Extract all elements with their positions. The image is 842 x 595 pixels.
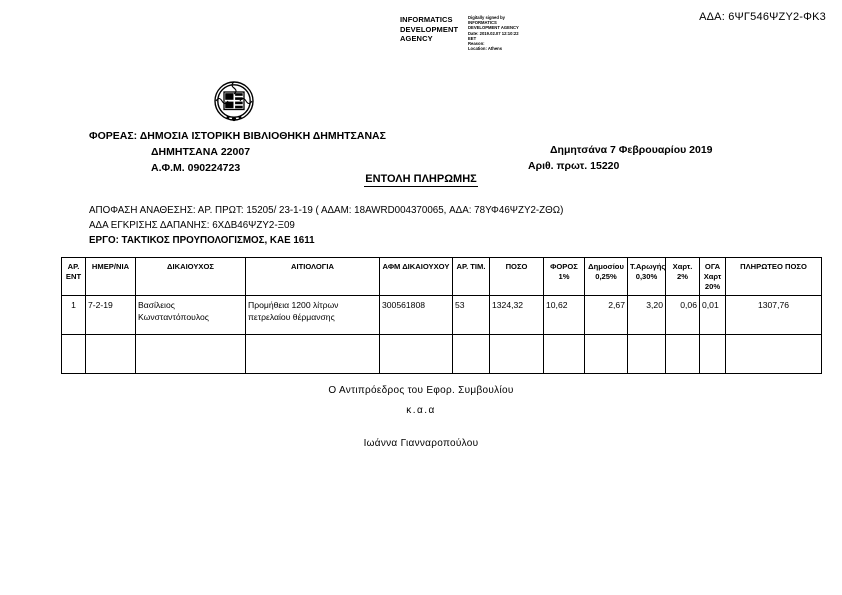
signature-agency-name: INFORMATICS DEVELOPMENT AGENCY [400, 15, 459, 43]
cell-poso: 1324,32 [490, 296, 544, 335]
signature-detail-line: Location: Athens [468, 46, 503, 52]
cell-dikaiouxos-line1: Βασίλειος [138, 300, 175, 310]
cell-t-arogis: 3,20 [628, 296, 666, 335]
cell-xartosimo: 0,06 [666, 296, 700, 335]
cell-aitiologia-line1: Προμήθεια 1200 λίτρων [248, 300, 339, 310]
signature-detail-line: DEVELOPMENT AGENCY [468, 25, 519, 31]
header-dikaiouxos: ΔΙΚΑΙΟΥΧΟΣ [136, 258, 246, 296]
signature-details [468, 15, 540, 51]
cell-empty [628, 335, 666, 374]
page-title [0, 173, 842, 185]
header-ar-ent: ΑΡ. ΕΝΤ [62, 258, 86, 296]
hellenic-republic-emblem-icon [211, 77, 257, 123]
payment-table [61, 257, 822, 374]
payment-table-wrapper [61, 257, 807, 374]
digital-signature-stamp [400, 15, 540, 57]
header-ar-tim: ΑΡ. ΤΙΜ. [453, 258, 490, 296]
organization-header [89, 128, 386, 176]
header-foros: ΦΟΡΟΣ 1% [544, 258, 585, 296]
cell-empty [380, 335, 453, 374]
header-aitiologia: ΑΙΤΙΟΛΟΓΙΑ [246, 258, 380, 296]
expense-approval-line: ΑΔΑ ΕΓΚΡΙΣΗΣ ΔΑΠΑΝΗΣ: 6ΧΔΒ46ΨΖΥ2-Ξ09 [89, 220, 295, 231]
cell-ar-ent: 1 [62, 296, 86, 335]
header-oga-xartosimo: ΟΓΑ Χαρτ 20% [700, 258, 726, 296]
cell-empty [246, 335, 380, 374]
reference-block [89, 203, 563, 248]
header-poso: ΠΟΣΟ [490, 258, 544, 296]
signoff-title: Ο Αντιπρόεδρος του Εφορ. Συμβουλίου [328, 385, 514, 396]
issue-header [528, 142, 713, 174]
cell-empty [136, 335, 246, 374]
cell-hmernia: 7-2-19 [86, 296, 136, 335]
header-xartosimo: Χαρτ. 2% [666, 258, 700, 296]
cell-empty [62, 335, 86, 374]
cell-dikaiouxos [136, 296, 246, 335]
signature-detail-line: EET [468, 35, 477, 41]
cell-empty [585, 335, 628, 374]
table-row-empty [62, 335, 822, 374]
cell-empty [490, 335, 544, 374]
organization-address: ΔΗΜΗΤΣΑΝΑ 22007 [151, 146, 251, 158]
issue-place-date: Δημητσάνα 7 Φεβρουαρίου 2019 [550, 144, 713, 156]
cell-ar-tim: 53 [453, 296, 490, 335]
project-budget-line: ΕΡΓΟ: ΤΑΚΤΙΚΟΣ ΠΡΟΥΠΟΛΟΓΙΣΜΟΣ, ΚΑΕ 1611 [89, 235, 315, 246]
signature-detail-line: Digitally signed by [468, 15, 505, 20]
header-afm: ΑΦΜ ΔΙΚΑΙΟΥΧΟΥ [380, 258, 453, 296]
ada-stamp: ΑΔΑ: 6ΨΓ546ΨΖΥ2-ΦΚ3 [699, 11, 826, 23]
cell-empty [700, 335, 726, 374]
cell-dikaiouxos-line2: Κωνσταντόπουλος [138, 312, 209, 322]
cell-oga-xartosimo: 0,01 [700, 296, 726, 335]
signoff-delegation: κ.α.α [406, 405, 436, 416]
header-pliroteo-poso: ΠΛΗΡΩΤΕΟ ΠΟΣΟ [726, 258, 822, 296]
signature-detail-line: INFORMATICS [468, 20, 497, 26]
header-dimosiou: Δημοσίου 0,25% [585, 258, 628, 296]
signoff-name: Ιωάννα Γιανναροπούλου [363, 438, 479, 449]
header-t-arogis: Τ.Αρωγής 0,30% [628, 258, 666, 296]
table-header-row [62, 258, 822, 296]
cell-empty [453, 335, 490, 374]
signature-detail-line: Reason: [468, 41, 485, 47]
organization-tax-id: Α.Φ.Μ. 090224723 [151, 162, 241, 174]
page-title-text: ΕΝΤΟΛΗ ΠΛΗΡΩΜΗΣ [365, 173, 477, 185]
cell-empty [666, 335, 700, 374]
cell-pliroteo-poso: 1307,76 [726, 296, 822, 335]
cell-afm: 300561808 [380, 296, 453, 335]
table-row [62, 296, 822, 335]
issue-protocol-number: Αριθ. πρωτ. 15220 [528, 160, 620, 172]
organization-name: ΦΟΡΕΑΣ: ΔΗΜΟΣΙΑ ΙΣΤΟΡΙΚΗ ΒΙΒΛΙΟΘΗΚΗ ΔΗΜΗΤΣΑΝΑΣ [89, 130, 386, 142]
cell-empty [726, 335, 822, 374]
signature-detail-line: Date: 2019.02.07 12:10:22 [468, 30, 519, 36]
cell-empty [86, 335, 136, 374]
cell-empty [544, 335, 585, 374]
signoff-block [0, 381, 842, 421]
cell-aitiologia [246, 296, 380, 335]
cell-aitiologia-line2: πετρελαίου θέρμανσης [248, 312, 335, 322]
assignment-decision-line: ΑΠΟΦΑΣΗ ΑΝΑΘΕΣΗΣ: ΑΡ. ΠΡΩΤ: 15205/ 23-1-19 ( ΑΔΑΜ: 18AWRD004370065, ΑΔΑ: 78ΥΦ46ΨΖΥ2-ΖΘΩ) [89, 205, 564, 216]
cell-foros: 10,62 [544, 296, 585, 335]
cell-dimosiou: 2,67 [585, 296, 628, 335]
header-hmernia: ΗΜΕΡ/ΝΙΑ [86, 258, 136, 296]
